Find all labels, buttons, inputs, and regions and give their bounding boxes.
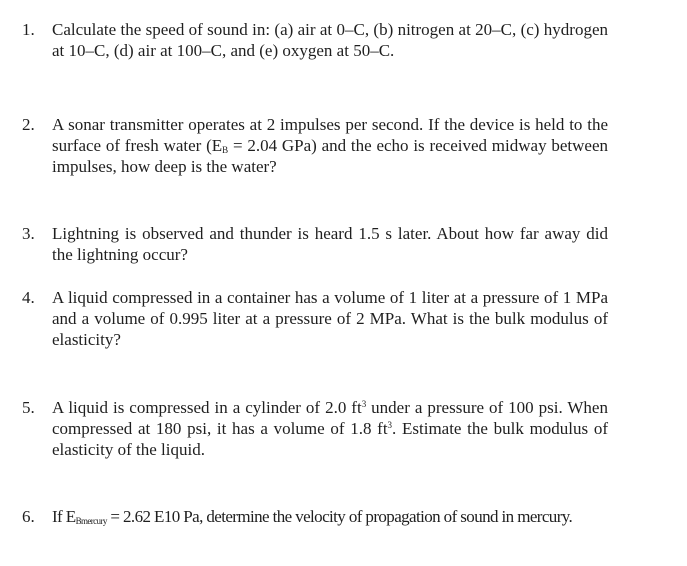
superscript-cubed: 3 [387, 420, 393, 430]
problem-text-after: = 2.62 E10 Pa, determine the velocity of propagation of sound in mercury. [106, 507, 573, 526]
problem-text: Calculate the speed of sound in: (a) air at 0–C, (b) nitrogen at 20–C, (c) hydrogen at 10–C, (d) air at 100–C, and (e) oxygen at 50–C. [52, 20, 608, 60]
problem-number: 5. [22, 398, 35, 417]
problem-number: 4. [22, 288, 35, 307]
modulus-subscript: Bmercury [75, 516, 107, 526]
problem-text [52, 506, 608, 527]
problem-text: Lightning is observed and thunder is heard 1.5 s later. About how far away did the lightning occur? [52, 224, 608, 264]
problem-text-part2: under a pressure of 100 psi. When compressed at 180 psi, it has a volume of 1.8 ft [52, 398, 608, 438]
problem-text-part1: A liquid is compressed in a cylinder of 2.0 ft [52, 398, 362, 417]
problem-number: 1. [22, 20, 35, 39]
problem-number: 2. [22, 115, 35, 134]
problem-text-after: = 2.04 GPa) and the echo is received midway between impulses, how deep is the water? [52, 136, 608, 176]
problem-number: 3. [22, 224, 35, 243]
superscript-cubed: 3 [361, 399, 367, 409]
problem-text [52, 397, 608, 460]
problem-text-before: If E [52, 507, 76, 526]
problem-text-part3: . Estimate the bulk modulus of elasticity of the liquid. [52, 419, 608, 459]
problem-text: A liquid compressed in a container has a volume of 1 liter at a pressure of 1 MPa and a volume of 0.995 liter at a pressure of 2 MPa. What is the bulk modulus of elasticity? [52, 288, 608, 349]
problem-text [52, 114, 608, 177]
problem-number: 6. [22, 507, 35, 526]
modulus-subscript: B [222, 145, 229, 155]
problem-text-before: A sonar transmitter operates at 2 impulses per second. If the device is held to the surface of fresh water (E [52, 115, 608, 155]
